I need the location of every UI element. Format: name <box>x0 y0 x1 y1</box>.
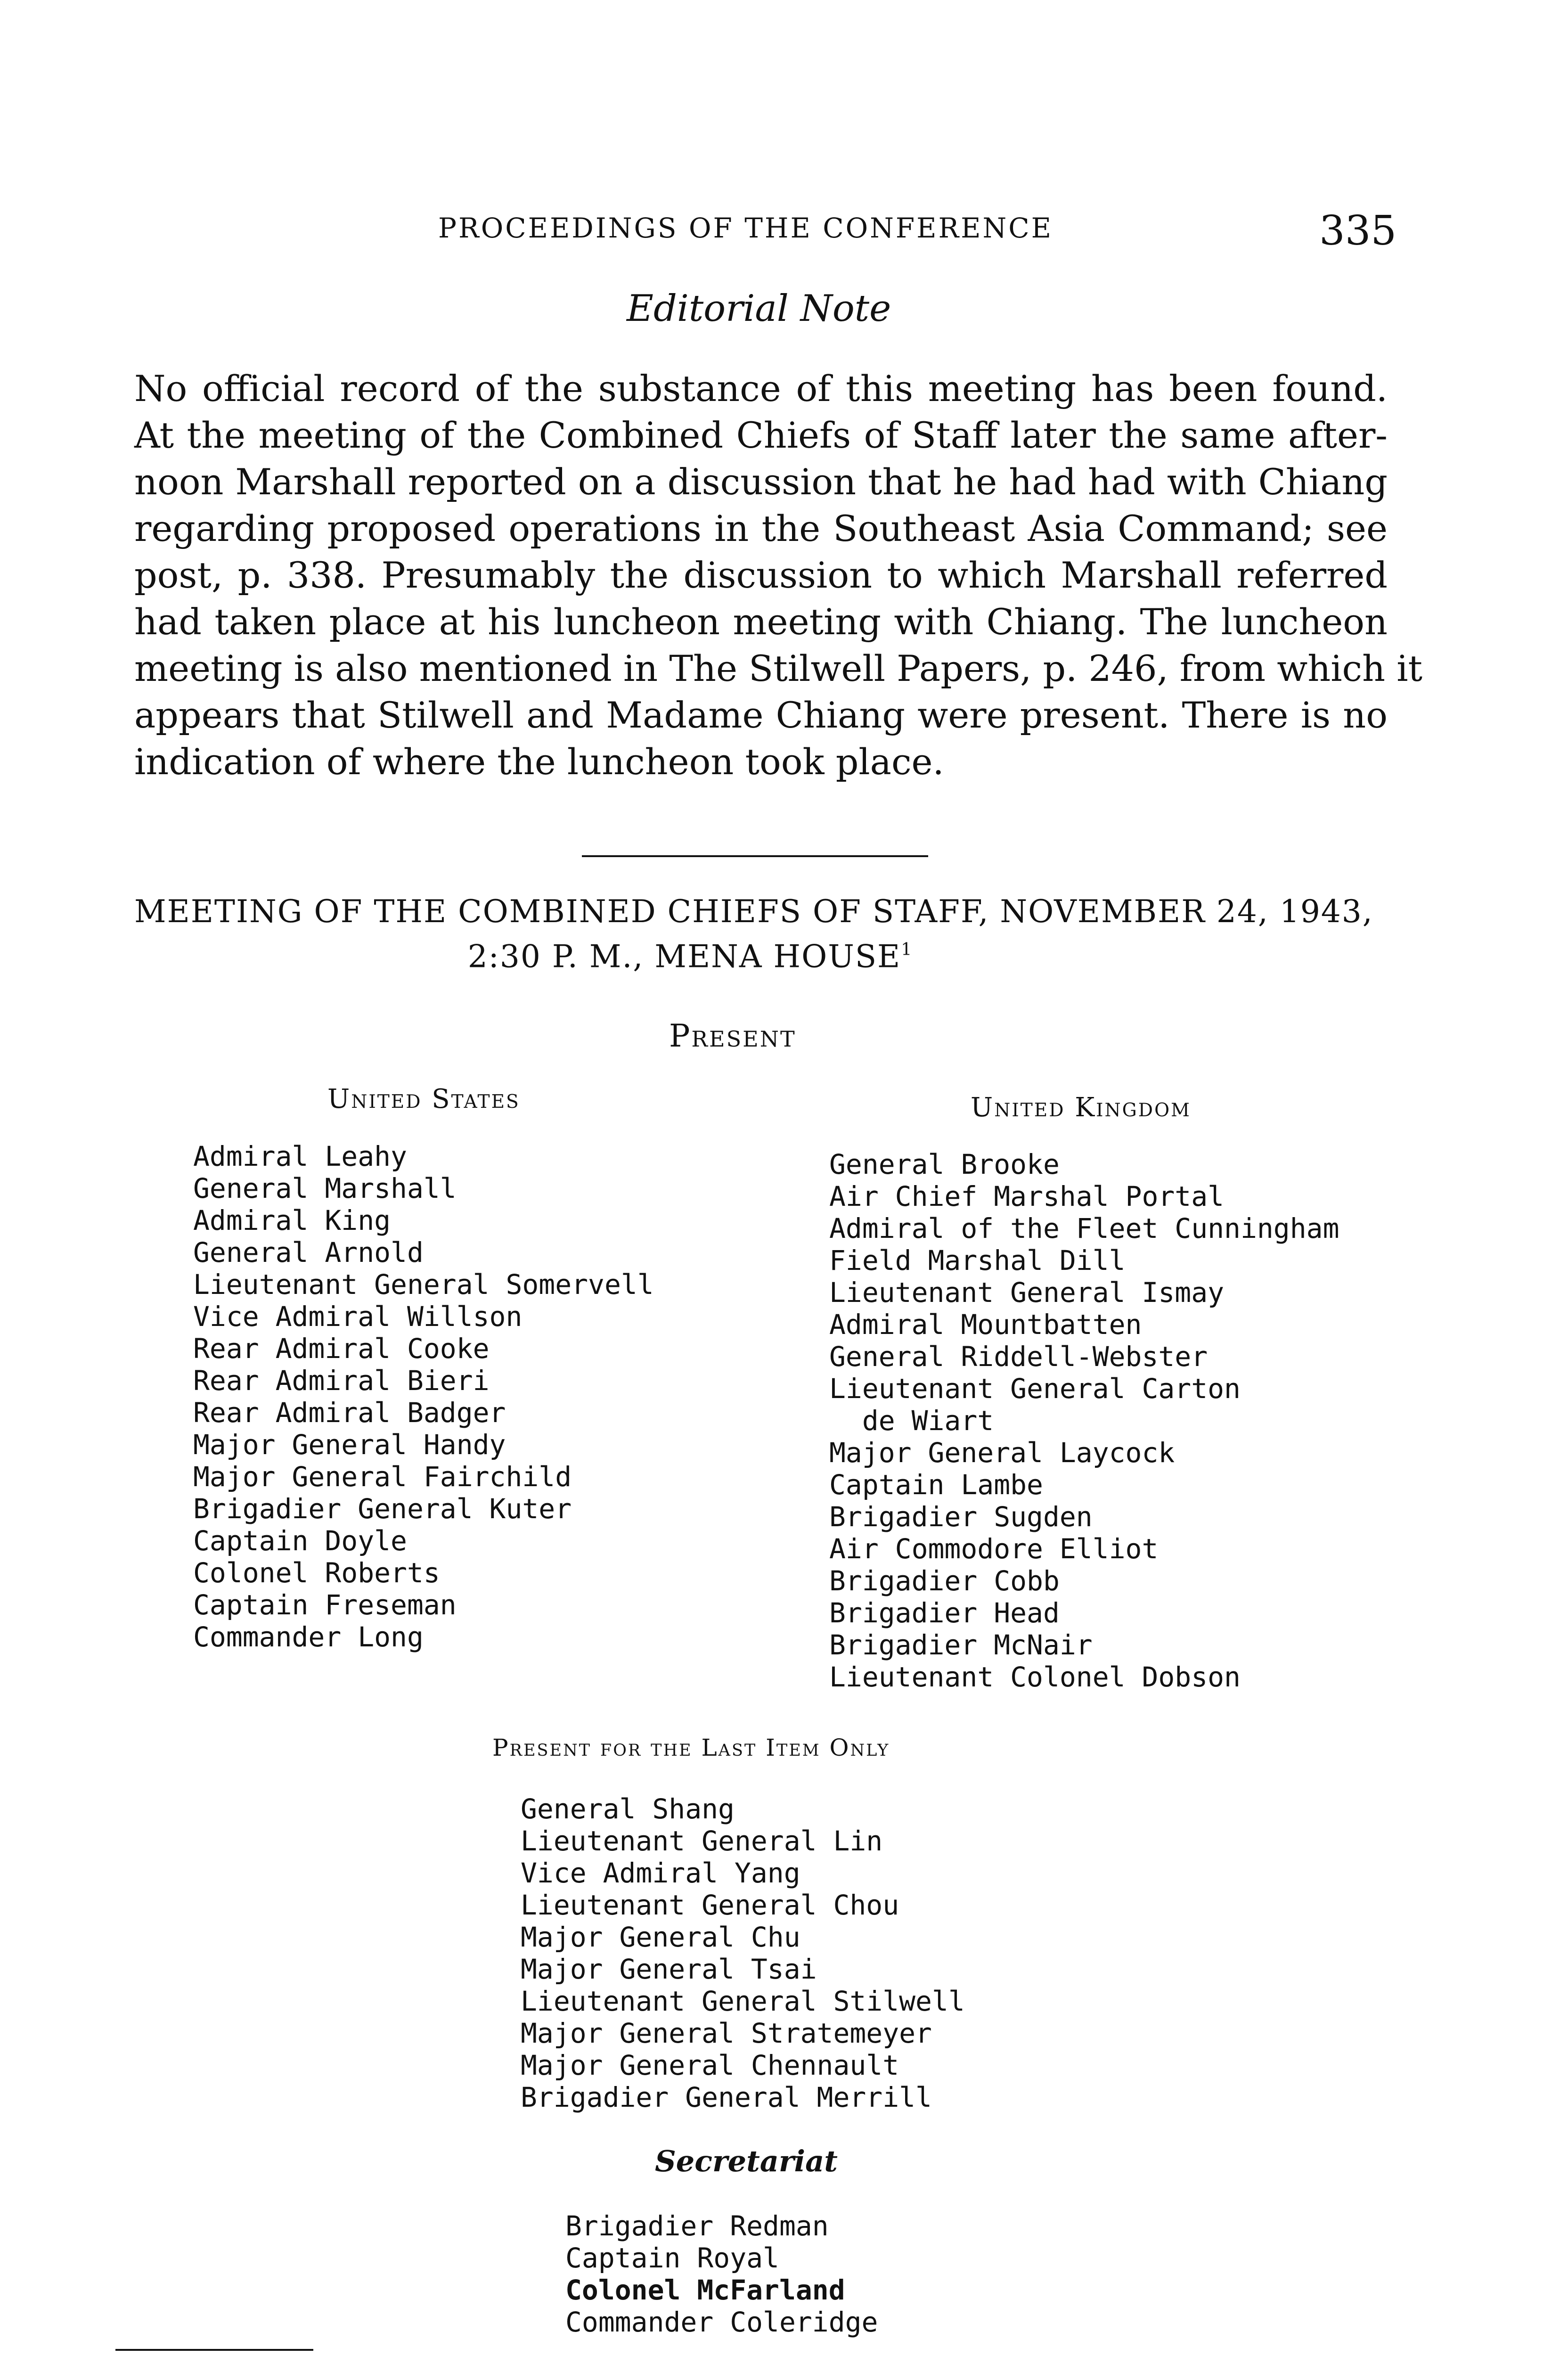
attendee: Vice Admiral Yang <box>521 1857 800 1889</box>
running-header: PROCEEDINGS OF THE CONFERENCE <box>438 212 1053 244</box>
meeting-title-line1: MEETING OF THE COMBINED CHIEFS OF STAFF, NOVEMBER 24, 1943, <box>134 893 1373 930</box>
attendee: Lieutenant General Carton <box>829 1373 1241 1405</box>
attendee: Commander Coleridge <box>565 2306 878 2338</box>
page-number: 335 <box>1319 207 1397 254</box>
attendee: General Arnold <box>193 1236 424 1268</box>
editorial-note-paragraph <box>134 365 1423 785</box>
united-states-heading: United States <box>327 1084 520 1114</box>
united-kingdom-attendees <box>829 1148 1339 1693</box>
attendee: Major General Chennault <box>521 2049 899 2081</box>
attendee: Captain Lambe <box>829 1469 1043 1501</box>
attendee: Brigadier Head <box>829 1597 1060 1629</box>
attendee: General Riddell-Webster <box>829 1341 1208 1373</box>
attendee: General Shang <box>521 1793 735 1825</box>
paragraph-line: regarding proposed operations in the Southeast Asia Command; see <box>134 507 1388 549</box>
attendee: Vice Admiral Willson <box>193 1301 523 1333</box>
attendee: de Wiart <box>829 1405 994 1437</box>
paragraph-line: post, p. 338. Presumably the discussion to which Marshall referred <box>134 554 1388 596</box>
attendee: Brigadier Redman <box>565 2210 829 2242</box>
attendee: Colonel McFarland <box>565 2274 845 2306</box>
attendee: Major General Laycock <box>829 1437 1175 1469</box>
attendee: Captain Freseman <box>193 1589 457 1621</box>
last-item-attendees <box>521 1793 965 2113</box>
attendee: Rear Admiral Badger <box>193 1397 506 1429</box>
attendee: Brigadier Cobb <box>829 1565 1060 1597</box>
attendee: General Brooke <box>829 1148 1060 1180</box>
editorial-note-heading: Editorial Note <box>627 287 891 330</box>
attendee: Major General Handy <box>193 1429 506 1461</box>
meeting-title-line2 <box>134 931 1388 975</box>
attendee: Captain Doyle <box>193 1525 407 1557</box>
attendee: Major General Chu <box>521 1921 800 1953</box>
attendee: Admiral Leahy <box>193 1140 407 1172</box>
attendee: Lieutenant General Ismay <box>829 1276 1225 1309</box>
attendee: Admiral King <box>193 1204 391 1236</box>
present-heading: Present <box>669 1018 796 1054</box>
attendee: Brigadier General Merrill <box>521 2081 932 2113</box>
attendee: Major General Tsai <box>521 1953 817 1985</box>
attendee: Admiral of the Fleet Cunningham <box>829 1212 1339 1244</box>
paragraph-line: had taken place at his luncheon meeting with Chiang. The luncheon <box>134 601 1388 643</box>
attendee: Captain Royal <box>565 2242 779 2274</box>
section-divider <box>582 855 928 857</box>
paragraph-line: At the meeting of the Combined Chiefs of Staff later the same after- <box>134 414 1388 456</box>
secretariat-heading: Secretariat <box>655 2144 838 2178</box>
attendee: Colonel Roberts <box>193 1557 440 1589</box>
meeting-time-place: 2:30 P. M., MENA HOUSE <box>467 938 901 975</box>
secretariat-members <box>565 2210 878 2338</box>
attendee: Brigadier General Kuter <box>193 1493 572 1525</box>
footnote-divider <box>115 2349 313 2351</box>
attendee: Lieutenant Colonel Dobson <box>829 1661 1241 1693</box>
attendee: Air Chief Marshal Portal <box>829 1180 1225 1212</box>
attendee: Commander Long <box>193 1621 424 1653</box>
attendee: Rear Admiral Cooke <box>193 1333 490 1365</box>
attendee: Major General Stratemeyer <box>521 2017 932 2049</box>
attendee: General Marshall <box>193 1172 457 1204</box>
paragraph-line: No official record of the substance of this meeting has been found. <box>134 368 1388 409</box>
attendee: Lieutenant General Somervell <box>193 1268 654 1301</box>
attendee: Brigadier McNair <box>829 1629 1093 1661</box>
meeting-title <box>134 893 1388 975</box>
paragraph-line: appears that Stilwell and Madame Chiang were present. There is no <box>134 694 1388 736</box>
united-states-attendees <box>193 1140 654 1653</box>
united-kingdom-heading: United Kingdom <box>971 1092 1191 1123</box>
footnote-ref: 1 <box>901 939 913 959</box>
paragraph-line: indication of where the luncheon took place. <box>134 741 944 783</box>
attendee: Lieutenant General Lin <box>521 1825 883 1857</box>
attendee: Admiral Mountbatten <box>829 1309 1142 1341</box>
attendee: Brigadier Sugden <box>829 1501 1093 1533</box>
attendee: Rear Admiral Bieri <box>193 1365 490 1397</box>
paragraph-line: noon Marshall reported on a discussion that he had had with Chiang <box>134 461 1388 503</box>
attendee: Major General Fairchild <box>193 1461 572 1493</box>
last-item-heading: Present for the Last Item Only <box>492 1734 890 1761</box>
attendee: Lieutenant General Stilwell <box>521 1985 965 2017</box>
attendee: Field Marshal Dill <box>829 1244 1126 1276</box>
paragraph-line: meeting is also mentioned in The Stilwell Papers, p. 246, from which it <box>134 647 1423 689</box>
attendee: Lieutenant General Chou <box>521 1889 899 1921</box>
attendee: Air Commodore Elliot <box>829 1533 1159 1565</box>
